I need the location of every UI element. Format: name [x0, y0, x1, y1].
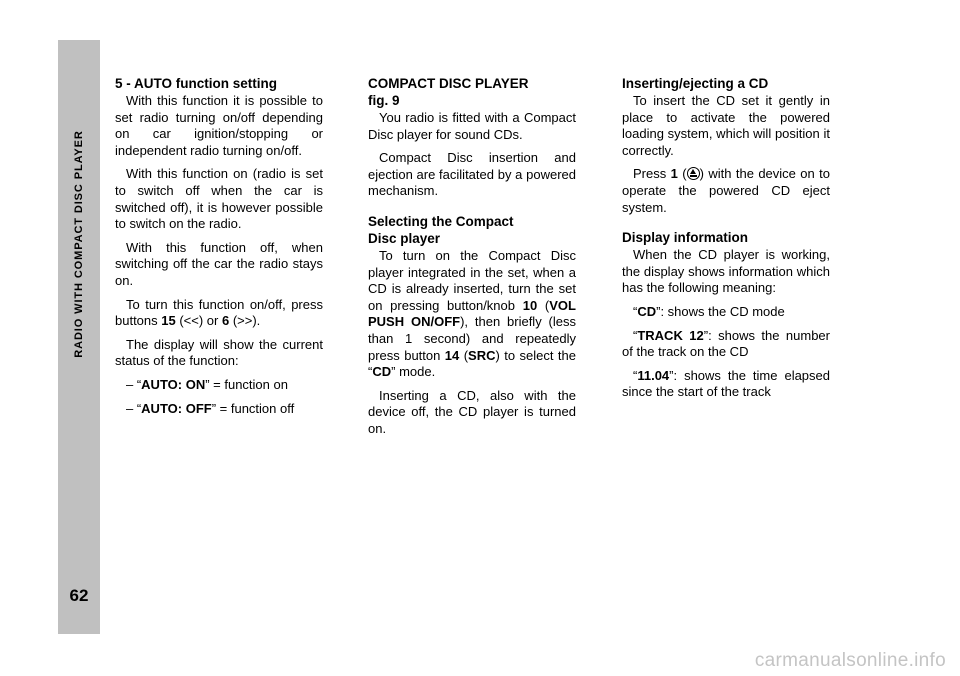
paragraph: The display will show the current status of the function: — [115, 336, 323, 369]
column-3 — [622, 75, 830, 408]
button-ref: 10 — [522, 297, 538, 313]
display-code: AUTO: OFF — [141, 400, 212, 416]
paragraph-instructions — [368, 248, 576, 381]
heading-display-info: Display information — [622, 230, 749, 246]
text: ”: shows the CD mode — [656, 303, 785, 319]
heading-selecting: Selecting the Compact — [368, 213, 514, 229]
text: ), then briefly (less than 1 second) and repeatedly press button — [368, 314, 576, 363]
heading-inserting: Inserting/ejecting a CD — [622, 76, 769, 91]
display-item — [622, 368, 830, 401]
display-item — [622, 328, 830, 361]
text: “ — [633, 327, 638, 343]
text: ) with the device on to operate the powered CD eject system. — [622, 166, 830, 215]
text: (<<) or — [175, 313, 222, 329]
text: (>>). — [229, 313, 261, 329]
paragraph: With this function off, when switching off the car the radio stays on. — [115, 239, 323, 288]
paragraph: Inserting a CD, also with the device off, the CD player is turned on. — [368, 387, 576, 436]
heading-selecting-2: Disc player — [368, 230, 441, 246]
heading-cd-player: COMPACT DISC PLAYER — [368, 76, 529, 91]
text: ” mode. — [391, 364, 436, 380]
paragraph-buttons — [115, 297, 323, 330]
paragraph: You radio is fitted with a Compact Disc player for sound CDs. — [368, 110, 576, 142]
text: “ — [633, 367, 638, 383]
text: ) to select the “ — [368, 347, 576, 380]
text: “ — [633, 303, 638, 319]
paragraph: With this function on (radio is set to switch off when the car is switched off), it is however possible to switch on the radio. — [115, 166, 323, 232]
heading-auto-function: 5 - AUTO function setting — [115, 76, 277, 91]
button-ref: 15 — [161, 313, 176, 329]
display-code: CD — [372, 364, 392, 380]
paragraph-eject — [622, 166, 830, 216]
button-ref: VOL PUSH ON/OFF — [368, 297, 576, 330]
display-code: CD — [637, 303, 657, 319]
paragraph: Compact Disc insertion and ejection are facilitated by a powered mechanism. — [368, 150, 576, 199]
display-code: 11.04 — [637, 367, 670, 383]
button-ref: 14 — [444, 347, 460, 363]
watermark: carmanualsonline.info — [754, 650, 946, 671]
text: ”: shows the time elapsed since the start of the track — [622, 367, 830, 400]
list-item — [115, 401, 323, 418]
text: Press — [633, 166, 671, 182]
text: ” = function on — [205, 376, 288, 392]
text: – “ — [126, 400, 142, 416]
heading-fig-ref: fig. 9 — [368, 93, 400, 108]
text: To turn on the Compact Disc player integrated in the set, when a CD is already inserted, turn the set on pressing button/knob — [368, 247, 576, 313]
eject-icon — [687, 167, 700, 180]
text: ( — [537, 297, 550, 313]
text: ”: shows the number of the track on the CD — [622, 327, 830, 360]
list-item — [115, 377, 323, 394]
text: ( — [459, 347, 469, 363]
button-ref: 1 — [670, 166, 678, 182]
text: – “ — [126, 376, 142, 392]
page-number: 62 — [69, 586, 89, 605]
paragraph: To insert the CD set it gently in place to activate the powered loading system, which will position it correctly. — [622, 93, 830, 158]
display-code: AUTO: ON — [141, 376, 206, 392]
text: ( — [677, 166, 687, 182]
button-ref: SRC — [468, 347, 496, 363]
button-ref: 6 — [221, 313, 230, 329]
section-title: RADIO WITH COMPACT DISC PLAYER — [73, 130, 85, 358]
column-1 — [115, 75, 323, 424]
text: To turn this function on/off, press buttons — [115, 296, 323, 329]
display-item — [622, 304, 830, 321]
column-2 — [368, 75, 576, 445]
paragraph: When the CD player is working, the display shows information which has the following meaning: — [622, 247, 830, 296]
display-code: TRACK 12 — [637, 327, 704, 343]
paragraph: With this function it is possible to set radio turning on/off depending on car ignition/stopping or independent radio turning on/off. — [115, 93, 323, 158]
text: ” = function off — [211, 400, 295, 416]
